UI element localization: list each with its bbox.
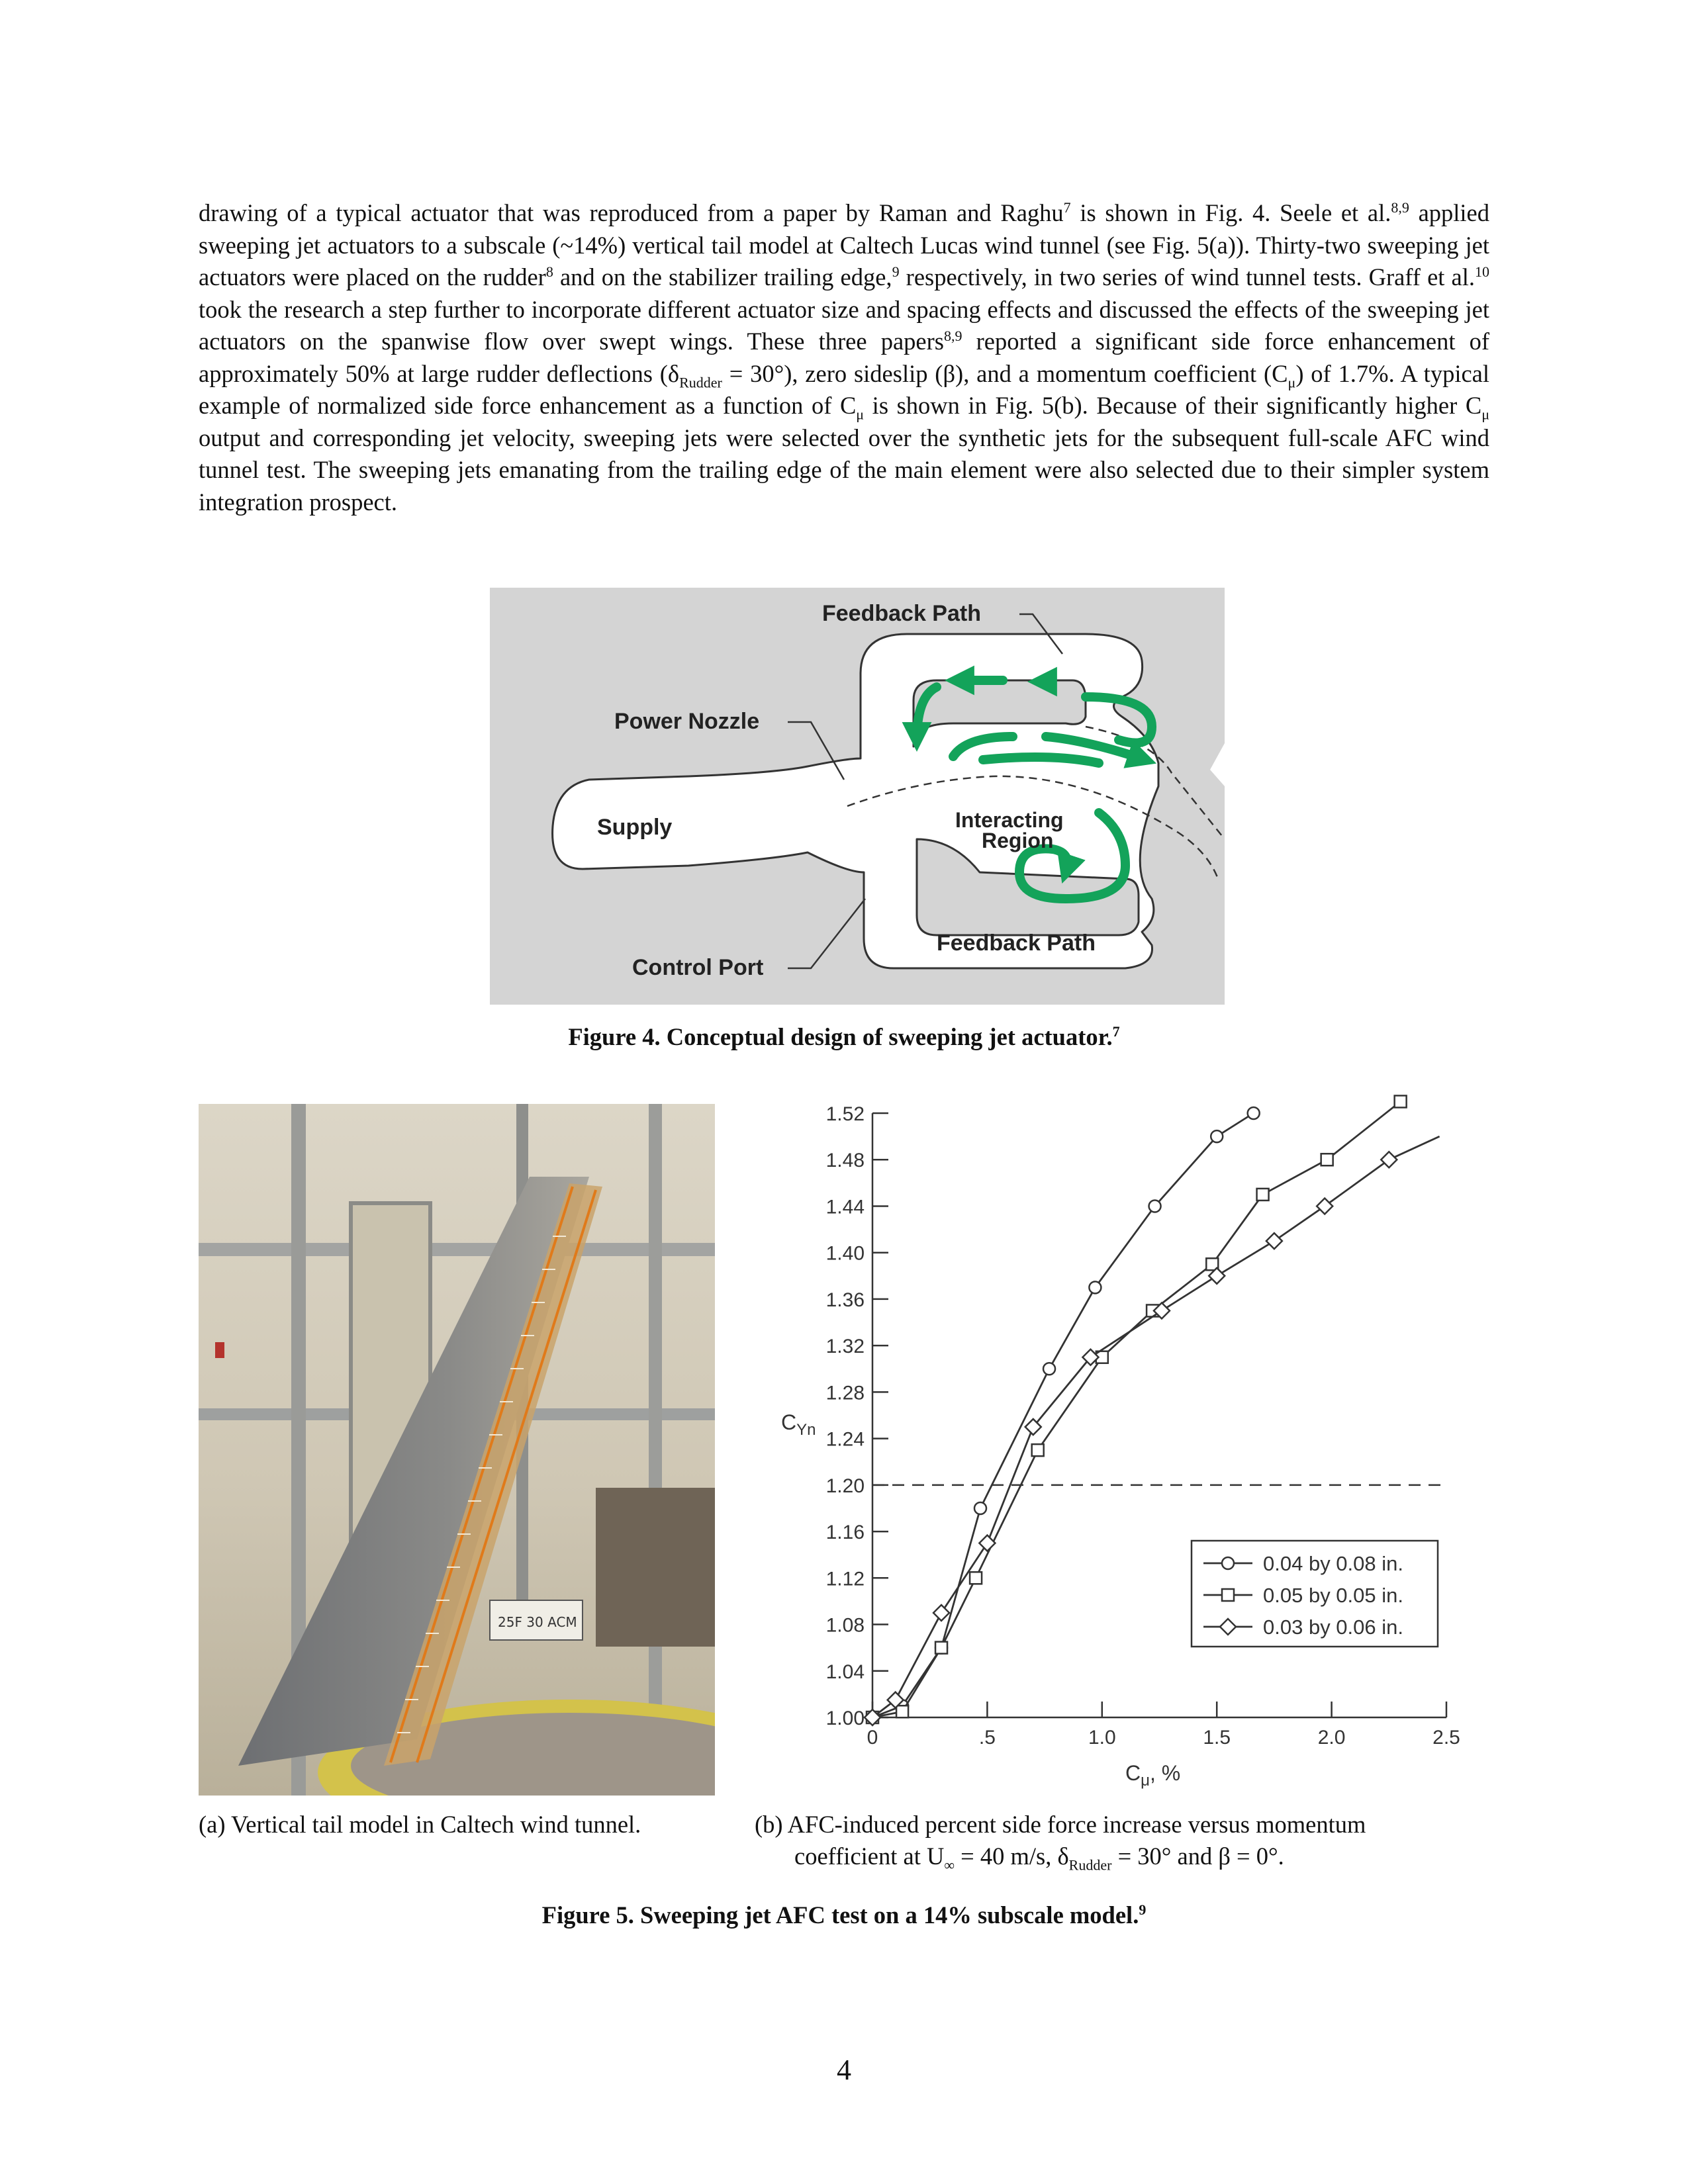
- data-point-circle: [1248, 1107, 1260, 1119]
- figure5-caption: Figure 5. Sweeping jet AFC test on a 14% subscale model.$^9$: [541, 1901, 1147, 1929]
- y-tick-label: 1.28: [825, 1382, 865, 1404]
- vertical-tail-photo: [199, 1104, 715, 1796]
- data-point-square: [896, 1706, 908, 1717]
- y-tick-label: 1.36: [825, 1289, 865, 1311]
- data-point-square: [970, 1572, 982, 1584]
- y-tick-label: 1.12: [825, 1568, 865, 1590]
- legend-entry: 0.03 by 0.06 in.: [1263, 1615, 1403, 1639]
- y-tick-label: 1.16: [825, 1522, 865, 1544]
- cyn-vs-cmu-chart: [761, 1092, 1496, 1800]
- data-point-diamond: [1381, 1152, 1397, 1167]
- x-axis-label: $C_\mu$, %: [1125, 1761, 1181, 1790]
- data-point-circle: [1211, 1130, 1223, 1142]
- data-point-diamond: [979, 1535, 995, 1551]
- x-tick-label: 1.5: [1203, 1727, 1231, 1749]
- label-power-nozzle: Power Nozzle: [614, 709, 760, 734]
- label-feedback-path-bottom: Feedback Path: [937, 931, 1096, 956]
- y-axis-label: $C_{Yn}$: [781, 1410, 816, 1439]
- data-point-diamond: [1266, 1233, 1282, 1249]
- y-tick-label: 1.32: [825, 1336, 865, 1358]
- data-point-square: [1395, 1095, 1407, 1107]
- label-region: Region: [982, 829, 1054, 852]
- data-point-square: [1257, 1189, 1269, 1201]
- label-interacting: Interacting: [955, 808, 1064, 832]
- chart-legend: [1192, 1541, 1438, 1647]
- x-tick-label: 1.0: [1088, 1727, 1116, 1749]
- y-tick-label: 1.44: [825, 1196, 865, 1218]
- body-paragraph: drawing of a typical actuator that was reproduced from a paper by Raman and Raghu$^7$ is shown in Fig. 4. Seele et al.$^{8,9}$ applied sweeping jet actuators to a subscale (~14%) vertical tail model at Caltech Lucas wind tunnel (see Fig. 5(a)). Thirty-two sweeping jet actuators were placed on the rudder$^8$ and on the stabilizer trailing edge,$^9$ respectively, in two series of wind tunnel tests. Graff et al.$^{10}$ took the research a step further to incorporate different actuator size and spacing effects and discussed the effects of the sweeping jet actuators on the spanwise flow over swept wings. These three papers$^{8,9}$ reported a significant side force enhancement of approximately 50% at large rudder deflections $(\delta_{Rudder} = 30^\circ)$, zero sideslip (β), and a momentum coefficient $(C_\mu)$ of 1.7%. A typical example of normalized side force enhancement as a function of $C_\mu$ is shown in Fig. 5(b). Because of their significantly higher $C_\mu$ output and corresponding jet velocity, sweeping jets were selected over the synthetic jets for the subsequent full-scale AFC wind tunnel test. The sweeping jets emanating from the trailing edge of the main element were also selected due to their simpler system integration prospect.: [199, 199, 1490, 516]
- data-point-circle: [974, 1502, 986, 1514]
- x-tick-label: .5: [978, 1727, 996, 1749]
- subcaption-a: (a) Vertical tail model in Caltech wind tunnel.: [199, 1811, 641, 1838]
- data-point-circle: [1043, 1363, 1055, 1375]
- x-tick-label: 2.0: [1317, 1727, 1346, 1749]
- label-control-port: Control Port: [632, 955, 764, 980]
- y-tick-label: 1.08: [825, 1614, 865, 1637]
- label-supply: Supply: [597, 815, 673, 840]
- legend-marker-circle: [1222, 1557, 1234, 1569]
- subcaption-b-line2: coefficient at $U_\infty = 40$ m/s, $\delta_{Rudder} = 30^\circ$ and β = 0°.: [794, 1843, 1284, 1874]
- legend-entry: 0.04 by 0.08 in.: [1263, 1552, 1403, 1575]
- y-tick-label: 1.20: [825, 1475, 865, 1497]
- actuator-diagram: [490, 588, 1225, 1005]
- y-tick-label: 1.52: [825, 1103, 865, 1125]
- label-feedback-path-top: Feedback Path: [822, 601, 981, 626]
- legend-entry: 0.05 by 0.05 in.: [1263, 1584, 1403, 1607]
- x-tick-label: 0: [867, 1727, 878, 1749]
- photo-sign-label: 25F 30 ACM: [498, 1614, 577, 1630]
- data-point-diamond: [933, 1605, 949, 1621]
- y-tick-label: 1.04: [825, 1661, 865, 1683]
- subcaption-b-line1: (b) AFC-induced percent side force increase versus momentum: [755, 1811, 1366, 1838]
- figure4-caption: Figure 4. Conceptual design of sweeping jet actuator.$^7$: [568, 1023, 1120, 1050]
- x-tick-label: 2.5: [1432, 1727, 1460, 1749]
- y-tick-label: 1.00: [825, 1707, 865, 1729]
- data-point-circle: [1089, 1281, 1101, 1293]
- data-point-square: [1321, 1154, 1333, 1165]
- data-point-square: [935, 1642, 947, 1654]
- y-tick-label: 1.24: [825, 1428, 865, 1451]
- legend-marker-square: [1222, 1589, 1234, 1601]
- data-point-square: [1032, 1444, 1044, 1456]
- data-point-circle: [1149, 1200, 1161, 1212]
- page-number: 4: [837, 2054, 851, 2086]
- y-tick-label: 1.40: [825, 1242, 865, 1265]
- data-point-diamond: [1317, 1198, 1333, 1214]
- y-tick-label: 1.48: [825, 1150, 865, 1172]
